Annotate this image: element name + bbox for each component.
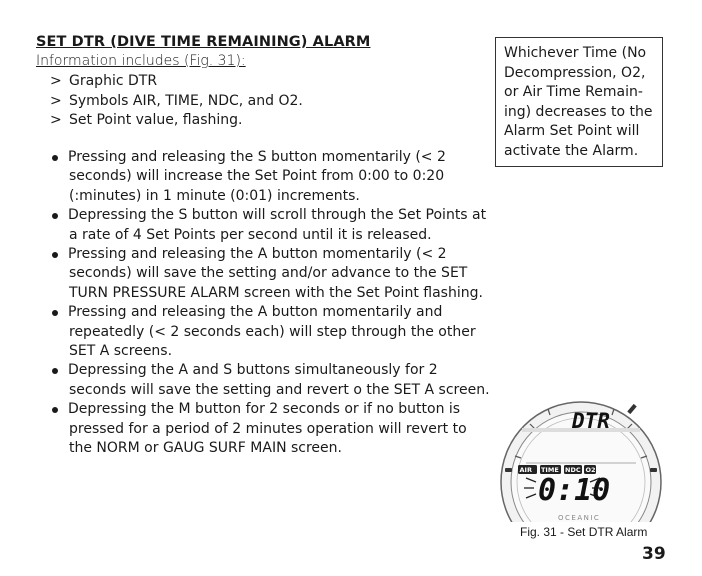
instruction-text: Depressing the A and S buttons simultaneously for 2 seconds will save the setting and revert o the SET A screen. bbox=[68, 362, 490, 398]
instruction-item bbox=[50, 148, 490, 206]
dtr-graphic: DTR bbox=[572, 409, 610, 433]
instruction-item bbox=[50, 206, 490, 245]
instruction-item bbox=[50, 245, 490, 303]
info-item bbox=[50, 72, 303, 92]
instruction-text: Depressing the S button will scroll through the Set Points at a rate of 4 Set Points per second until it is released. bbox=[68, 207, 487, 243]
note-box: Whichever Time (No Decompression, O2, or Air Time Remain-ing) decreases to the Alarm Set Point will activate the Alarm. bbox=[495, 37, 663, 167]
info-item-text: Symbols AIR, TIME, NDC, and O2. bbox=[69, 92, 303, 109]
time-symbol: TIME bbox=[541, 466, 559, 474]
o2-symbol: O2 bbox=[585, 466, 596, 474]
arrow-marker-icon: > bbox=[50, 73, 62, 89]
info-list bbox=[50, 72, 303, 131]
instruction-item bbox=[50, 303, 490, 361]
page-number: 39 bbox=[642, 544, 666, 564]
instruction-text: Pressing and releasing the A button momentarily (< 2 seconds) will save the setting and/or advance to the SET TURN PRESSURE ALARM screen with the Set Point flashing. bbox=[68, 246, 483, 301]
bullet-icon bbox=[52, 310, 58, 316]
instruction-list bbox=[50, 148, 490, 459]
bullet-icon bbox=[52, 155, 58, 161]
section-heading: SET DTR (DIVE TIME REMAINING) ALARM bbox=[36, 34, 371, 50]
info-subheading: Information includes (Fig. 31): bbox=[36, 53, 246, 69]
bullet-icon bbox=[52, 368, 58, 374]
brand-logo: OCEANIC bbox=[558, 514, 601, 522]
arrow-marker-icon: > bbox=[50, 92, 62, 109]
set-point-value: 0:10 bbox=[538, 473, 611, 508]
dive-computer-figure bbox=[500, 386, 663, 522]
instruction-text: Depressing the M button for 2 seconds or if no button is pressed for a period of 2 minutes operation will revert to the NORM or GAUG SURF MAIN screen. bbox=[68, 401, 467, 457]
bullet-icon bbox=[52, 213, 58, 219]
instruction-item bbox=[50, 400, 490, 458]
arrow-marker-icon: > bbox=[50, 112, 62, 128]
info-item-text: Set Point value, flashing. bbox=[69, 112, 243, 128]
air-symbol: AIR bbox=[519, 466, 532, 474]
info-item bbox=[50, 111, 303, 131]
info-item-text: Graphic DTR bbox=[69, 73, 158, 89]
figure-caption: Fig. 31 - Set DTR Alarm bbox=[520, 525, 648, 539]
instruction-text: Pressing and releasing the S button momentarily (< 2 seconds) will increase the Set Point from 0:00 to 0:20 (:minutes) in 1 minute (0:01) increments. bbox=[68, 149, 446, 204]
info-item bbox=[50, 92, 303, 112]
instruction-item bbox=[50, 361, 490, 400]
instruction-text: Pressing and releasing the A button momentarily and repeatedly (< 2 seconds each) will step through the other SET A screens. bbox=[68, 304, 476, 360]
bullet-icon bbox=[52, 252, 58, 258]
ndc-symbol: NDC bbox=[565, 466, 581, 474]
bullet-icon bbox=[52, 407, 58, 413]
dive-computer-illustration bbox=[500, 386, 663, 522]
